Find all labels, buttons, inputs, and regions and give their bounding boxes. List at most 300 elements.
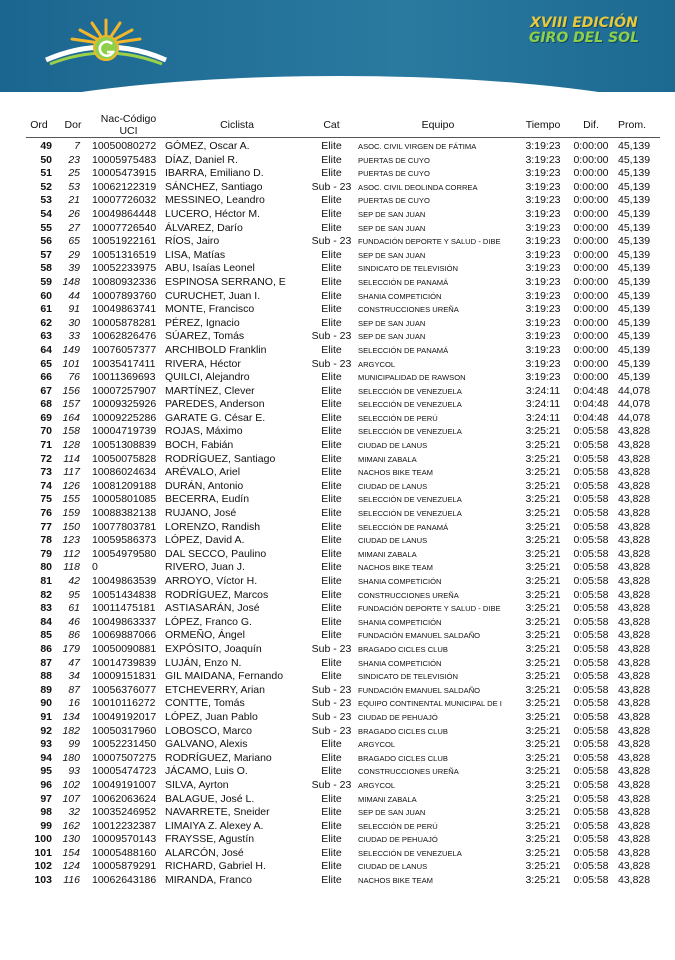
cell-uci: 10004719739 (92, 425, 157, 438)
cell-ord: 76 (40, 507, 52, 520)
cell-dif: 0:00:00 (573, 371, 609, 384)
table-row (26, 643, 660, 657)
cell-prom: 45,139 (618, 262, 651, 275)
cell-prom: 43,828 (618, 466, 651, 479)
cell-cat: Elite (321, 602, 342, 615)
cell-prom: 45,139 (618, 343, 651, 356)
cell-ord: 97 (40, 792, 52, 805)
cell-dor: 123 (62, 534, 80, 547)
cell-ciclista: SILVA, Ayrton (165, 778, 229, 791)
cell-dif: 0:05:58 (573, 874, 609, 887)
cell-dor: 91 (68, 303, 80, 316)
cell-cat: Elite (321, 806, 342, 819)
cell-ciclista: LÓPEZ, Juan Pablo (165, 710, 258, 723)
cell-uci: 10011369693 (92, 371, 156, 384)
cell-cat: Elite (321, 520, 342, 533)
cell-prom: 45,139 (618, 221, 651, 234)
cell-tiempo: 3:25:21 (525, 615, 561, 628)
table-row (26, 602, 660, 616)
table-row (26, 262, 660, 276)
cell-equipo: SELECCIÓN DE VENEZUELA (358, 509, 462, 519)
cell-dif: 0:00:00 (573, 194, 609, 207)
table-row (26, 412, 660, 426)
cell-prom: 45,139 (618, 207, 651, 220)
giro-del-sol-logo-icon (36, 14, 176, 74)
cell-uci: 10049863337 (92, 615, 157, 628)
cell-equipo: BRAGADO CICLES CLUB (358, 753, 448, 763)
cell-equipo: CIUDAD DE LANUS (358, 536, 428, 546)
cell-equipo: CIUDAD DE PEHUAJÓ (358, 712, 438, 722)
cell-cat: Elite (321, 221, 342, 234)
cell-ord: 89 (40, 683, 52, 696)
cell-ciclista: NAVARRETE, Sneider (165, 806, 270, 819)
cell-prom: 43,828 (618, 738, 651, 751)
cell-equipo: ARGYCOL (358, 359, 396, 369)
cell-dor: 164 (62, 411, 80, 424)
cell-dif: 0:05:58 (573, 602, 609, 615)
cell-prom: 45,139 (618, 248, 651, 261)
cell-cat: Elite (321, 343, 342, 356)
cell-uci: 10005488160 (92, 846, 157, 859)
cell-dor: 16 (68, 697, 80, 710)
cell-ord: 68 (40, 398, 52, 411)
cell-dor: 149 (62, 343, 80, 356)
cell-tiempo: 3:24:11 (525, 398, 561, 411)
cell-ciclista: ORMEÑO, Ángel (165, 629, 245, 642)
table-body (26, 138, 660, 888)
cell-uci: 10009225286 (92, 411, 157, 424)
cell-uci: 10009325926 (92, 398, 157, 411)
cell-ord: 58 (40, 262, 52, 275)
cell-prom: 43,828 (618, 792, 651, 805)
cell-cat: Elite (321, 860, 342, 873)
table-row (26, 589, 660, 603)
cell-ord: 86 (40, 642, 52, 655)
cell-cat: Elite (321, 670, 342, 683)
cell-prom: 43,828 (618, 833, 651, 846)
cell-ciclista: GÓMEZ, Oscar A. (165, 140, 250, 152)
cell-ciclista: ARÉVALO, Ariel (165, 466, 241, 479)
cell-cat: Sub - 23 (311, 357, 352, 370)
cell-tiempo: 3:25:21 (525, 507, 561, 520)
cell-equipo: CIUDAD DE PEHUAJÓ (358, 835, 438, 845)
cell-uci: 10062122319 (92, 180, 157, 193)
cell-dor: 65 (68, 235, 80, 248)
cell-cat: Elite (321, 262, 342, 275)
cell-tiempo: 3:25:21 (525, 629, 561, 642)
table-row (26, 765, 660, 779)
cell-tiempo: 3:25:21 (525, 874, 561, 887)
cell-dif: 0:04:48 (573, 384, 609, 397)
table-row (26, 398, 660, 412)
cell-uci: 10007726540 (92, 221, 157, 234)
cell-ciclista: RODRÍGUEZ, Santiago (165, 452, 276, 465)
cell-equipo: CONSTRUCCIONES UREÑA (358, 590, 459, 600)
cell-uci: 10049863741 (92, 303, 157, 316)
cell-ciclista: GARATE G. César E. (165, 411, 266, 424)
cell-cat: Elite (321, 411, 342, 424)
cell-prom: 45,139 (618, 140, 651, 152)
cell-uci: 10009570143 (92, 833, 157, 846)
cell-dif: 0:05:58 (573, 656, 609, 669)
cell-prom: 43,828 (618, 860, 651, 873)
cell-dif: 0:05:58 (573, 710, 609, 723)
cell-ciclista: LUJÁN, Enzo N. (165, 656, 242, 669)
cell-equipo: ASOC. CIVIL VIRGEN DE FÁTIMA (358, 142, 477, 151)
cell-cat: Elite (321, 167, 342, 180)
cell-equipo: FUNDACIÓN EMANUEL SALDAÑO (358, 685, 481, 695)
cell-prom: 43,828 (618, 697, 651, 710)
cell-ciclista: CURUCHET, Juan I. (165, 289, 261, 302)
cell-dif: 0:00:00 (573, 330, 609, 343)
cell-prom: 45,139 (618, 180, 651, 193)
cell-ord: 54 (40, 207, 52, 220)
cell-dif: 0:05:58 (573, 642, 609, 655)
cell-tiempo: 3:25:21 (525, 588, 561, 601)
cell-ord: 59 (40, 275, 52, 288)
cell-cat: Elite (321, 153, 342, 166)
table-row (26, 358, 660, 372)
cell-equipo: CONSTRUCCIONES UREÑA (358, 305, 459, 315)
cell-cat: Elite (321, 846, 342, 859)
cell-tiempo: 3:25:21 (525, 846, 561, 859)
cell-prom: 43,828 (618, 575, 651, 587)
cell-ord: 49 (40, 140, 52, 152)
cell-ord: 71 (40, 439, 52, 452)
cell-tiempo: 3:25:21 (525, 534, 561, 547)
table-row (26, 752, 660, 766)
cell-tiempo: 3:25:21 (525, 466, 561, 479)
cell-cat: Elite (321, 765, 342, 778)
table-row (26, 222, 660, 236)
cell-dif: 0:04:48 (573, 398, 609, 411)
cell-cat: Elite (321, 493, 342, 506)
table-row (26, 793, 660, 807)
cell-dif: 0:00:00 (573, 153, 609, 166)
table-row (26, 847, 660, 861)
cell-ord: 66 (40, 371, 52, 384)
table-row (26, 181, 660, 195)
table-row (26, 860, 660, 874)
cell-ciclista: QUILCI, Alejandro (165, 371, 250, 384)
cell-dif: 0:05:58 (573, 846, 609, 859)
cell-tiempo: 3:19:23 (525, 262, 561, 275)
cell-ord: 50 (40, 153, 52, 166)
cell-ciclista: LORENZO, Randish (165, 520, 261, 533)
cell-tiempo: 3:19:23 (525, 275, 561, 288)
cell-tiempo: 3:25:21 (525, 683, 561, 696)
cell-uci: 10050075828 (92, 452, 157, 465)
cell-uci: 10080932336 (92, 275, 157, 288)
cell-ord: 62 (40, 316, 52, 329)
cell-tiempo: 3:25:21 (525, 425, 561, 438)
cell-dif: 0:05:58 (573, 493, 609, 506)
cell-ord: 65 (40, 357, 52, 370)
cell-ciclista: SÁNCHEZ, Santiago (165, 180, 263, 193)
cell-uci: 10062826476 (92, 330, 157, 343)
cell-dor: 112 (63, 547, 80, 560)
cell-uci: 10007257907 (92, 384, 157, 397)
cell-ord: 96 (40, 778, 52, 791)
edition-line-1: XVIII EDICIÓN (530, 15, 638, 31)
cell-ciclista: LÓPEZ, Franco G. (165, 615, 252, 628)
cell-dor: 128 (62, 439, 80, 452)
cell-uci: 10054979580 (92, 547, 157, 560)
cell-dif: 0:05:58 (573, 520, 609, 533)
cell-tiempo: 3:19:23 (525, 167, 561, 180)
cell-uci: 10076057377 (92, 343, 157, 356)
cell-dor: 30 (68, 316, 80, 329)
table-row (26, 425, 660, 439)
table-header-row (26, 113, 660, 138)
cell-dif: 0:00:00 (573, 248, 609, 261)
cell-dor: 101 (62, 357, 80, 370)
cell-dor: 130 (62, 833, 80, 846)
cell-ord: 64 (40, 343, 52, 356)
cell-uci: 10009151831 (92, 670, 157, 683)
cell-equipo: MUNICIPALIDAD DE RAWSON (358, 373, 466, 383)
cell-ciclista: ALARCÓN, José (165, 846, 244, 859)
cell-dor: 148 (62, 275, 80, 288)
cell-cat: Elite (321, 629, 342, 642)
cell-ciclista: RODRÍGUEZ, Mariano (165, 751, 272, 764)
cell-dif: 0:05:58 (573, 466, 609, 479)
cell-prom: 44,078 (618, 398, 651, 411)
cell-equipo: PUERTAS DE CUYO (358, 196, 430, 206)
cell-tiempo: 3:19:23 (525, 235, 561, 248)
cell-dor: 102 (62, 778, 80, 791)
cell-uci: 10010116272 (92, 697, 156, 710)
cell-prom: 43,828 (618, 507, 651, 520)
cell-tiempo: 3:25:21 (525, 479, 561, 492)
table-row (26, 154, 660, 168)
cell-dif: 0:05:58 (573, 588, 609, 601)
cell-tiempo: 3:25:21 (525, 520, 561, 533)
cell-tiempo: 3:19:23 (525, 194, 561, 207)
cell-uci: 10005879291 (92, 860, 157, 873)
cell-equipo: MIMANI ZABALA (358, 794, 417, 804)
cell-ord: 69 (40, 411, 52, 424)
cell-dif: 0:04:48 (573, 411, 609, 424)
cell-dor: 93 (68, 765, 80, 778)
cell-prom: 45,139 (618, 357, 651, 370)
cell-equipo: NACHOS BIKE TEAM (358, 468, 433, 478)
cell-dor: 116 (63, 874, 80, 887)
cell-dor: 126 (62, 479, 80, 492)
cell-dif: 0:05:58 (573, 819, 609, 832)
cell-equipo: NACHOS BIKE TEAM (358, 563, 433, 573)
cell-equipo: SHANIA COMPETICIÓN (358, 617, 442, 627)
cell-prom: 43,828 (618, 534, 651, 547)
cell-cat: Elite (321, 833, 342, 846)
table-row (26, 344, 660, 358)
cell-ord: 95 (40, 765, 52, 778)
cell-prom: 43,828 (618, 629, 651, 642)
cell-cat: Elite (321, 316, 342, 329)
cell-dor: 158 (62, 425, 80, 438)
cell-ciclista: PAREDES, Anderson (165, 398, 265, 411)
cell-dor: 47 (68, 656, 80, 669)
cell-dif: 0:00:00 (573, 289, 609, 302)
cell-dor: 23 (68, 153, 80, 166)
cell-ciclista: ESPINOSA SERRANO, E (165, 275, 286, 288)
cell-dif: 0:05:58 (573, 629, 609, 642)
cell-cat: Sub - 23 (311, 683, 352, 696)
cell-prom: 43,828 (618, 520, 651, 533)
cell-dif: 0:00:00 (573, 221, 609, 234)
cell-equipo: SEP DE SAN JUAN (358, 332, 426, 342)
cell-ciclista: MESSINEO, Leandro (165, 194, 265, 207)
cell-uci: 10056376077 (92, 683, 157, 696)
cell-prom: 45,139 (618, 167, 651, 180)
cell-uci: 10050090881 (92, 642, 157, 655)
cell-dor: 34 (68, 670, 80, 683)
cell-ciclista: RÍOS, Jairo (165, 235, 220, 248)
cell-prom: 43,828 (618, 602, 651, 615)
cell-cat: Elite (321, 751, 342, 764)
cell-ord: 56 (40, 235, 52, 248)
cell-cat: Elite (321, 207, 342, 220)
cell-equipo: SINDICATO DE TELEVISIÓN (358, 672, 459, 682)
cell-prom: 43,828 (618, 479, 651, 492)
cell-prom: 43,828 (618, 656, 651, 669)
cell-ord: 70 (40, 425, 52, 438)
cell-dor: 117 (63, 466, 80, 479)
cell-ciclista: FRAYSSE, Agustín (165, 833, 255, 846)
cell-dor: 157 (62, 398, 80, 411)
col-prom: Prom. (614, 113, 660, 138)
col-dor: Dor (54, 113, 92, 138)
cell-dif: 0:00:00 (573, 207, 609, 220)
cell-uci: 10007726032 (92, 194, 157, 207)
cell-equipo: BRAGADO CICLES CLUB (358, 644, 448, 654)
cell-dif: 0:00:00 (573, 140, 609, 152)
cell-tiempo: 3:19:23 (525, 343, 561, 356)
cell-ciclista: JÁCAMO, Luis O. (165, 765, 248, 778)
cell-dif: 0:00:00 (573, 343, 609, 356)
cell-tiempo: 3:25:21 (525, 493, 561, 506)
cell-equipo: CONSTRUCCIONES UREÑA (358, 767, 459, 777)
cell-ord: 74 (40, 479, 52, 492)
cell-dor: 179 (62, 642, 80, 655)
table-row (26, 670, 660, 684)
cell-dif: 0:00:00 (573, 275, 609, 288)
col-ciclista: Ciclista (165, 113, 309, 138)
table-row (26, 493, 660, 507)
cell-dif: 0:05:58 (573, 778, 609, 791)
cell-prom: 43,828 (618, 778, 651, 791)
cell-dor: 156 (62, 384, 80, 397)
cell-dif: 0:05:58 (573, 738, 609, 751)
cell-tiempo: 3:25:21 (525, 575, 561, 587)
cell-prom: 43,828 (618, 846, 651, 859)
cell-ord: 57 (40, 248, 52, 261)
cell-prom: 45,139 (618, 235, 651, 248)
cell-cat: Elite (321, 507, 342, 520)
cell-cat: Elite (321, 371, 342, 384)
cell-equipo: SELECCIÓN DE VENEZUELA (358, 427, 462, 437)
cell-dor: 155 (62, 493, 80, 506)
cell-tiempo: 3:24:11 (525, 384, 561, 397)
cell-dor: 21 (68, 194, 80, 207)
cell-equipo: SELECCIÓN DE PANAMÁ (358, 345, 449, 355)
cell-ord: 85 (40, 629, 52, 642)
table-row (26, 711, 660, 725)
table-row (26, 561, 660, 575)
cell-uci: 10005801085 (92, 493, 157, 506)
cell-dif: 0:05:58 (573, 683, 609, 696)
cell-ord: 84 (40, 615, 52, 628)
cell-cat: Sub - 23 (311, 724, 352, 737)
cell-ciclista: SÚAREZ, Tomás (165, 330, 245, 343)
cell-cat: Elite (321, 303, 342, 316)
table-row (26, 725, 660, 739)
edition-title (529, 16, 639, 46)
cell-uci: 10035417411 (92, 357, 156, 370)
cell-uci: 10052233975 (92, 262, 157, 275)
cell-prom: 45,139 (618, 303, 651, 316)
cell-tiempo: 3:19:23 (525, 221, 561, 234)
cell-prom: 44,078 (618, 411, 651, 424)
cell-uci: 10049863539 (92, 575, 157, 587)
cell-dif: 0:05:58 (573, 860, 609, 873)
cell-dor: 53 (68, 180, 80, 193)
cell-cat: Elite (321, 289, 342, 302)
cell-tiempo: 3:25:21 (525, 656, 561, 669)
cell-equipo: SHANIA COMPETICIÓN (358, 577, 442, 586)
cell-ciclista: ROJAS, Máximo (165, 425, 243, 438)
cell-dif: 0:05:58 (573, 561, 609, 574)
cell-dor: 76 (68, 371, 80, 384)
cell-dor: 99 (68, 738, 80, 751)
cell-prom: 43,828 (618, 452, 651, 465)
cell-tiempo: 3:25:21 (525, 547, 561, 560)
cell-equipo: SELECCIÓN DE VENEZUELA (358, 495, 462, 505)
cell-tiempo: 3:25:21 (525, 452, 561, 465)
cell-dor: 42 (68, 575, 80, 587)
cell-tiempo: 3:25:21 (525, 724, 561, 737)
cell-uci: 10011475181 (92, 602, 156, 615)
cell-cat: Elite (321, 738, 342, 751)
cell-ciclista: IBARRA, Emiliano D. (165, 167, 264, 180)
cell-cat: Elite (321, 588, 342, 601)
cell-prom: 43,828 (618, 561, 651, 574)
cell-cat: Elite (321, 479, 342, 492)
cell-ciclista: ASTIASARÁN, José (165, 602, 260, 615)
cell-dif: 0:05:58 (573, 575, 609, 587)
cell-uci: 10049864448 (92, 207, 157, 220)
cell-ord: 93 (40, 738, 52, 751)
cell-tiempo: 3:25:21 (525, 710, 561, 723)
cell-ord: 55 (40, 221, 52, 234)
cell-uci: 10035246952 (92, 806, 157, 819)
cell-prom: 43,828 (618, 615, 651, 628)
cell-cat: Elite (321, 248, 342, 261)
cell-tiempo: 3:25:21 (525, 765, 561, 778)
cell-dor: 154 (62, 846, 80, 859)
cell-uci: 10077803781 (92, 520, 157, 533)
table-row (26, 480, 660, 494)
cell-ord: 88 (40, 670, 52, 683)
cell-tiempo: 3:19:23 (525, 248, 561, 261)
cell-ciclista: PÉREZ, Ignacio (165, 316, 240, 329)
cell-dif: 0:05:58 (573, 425, 609, 438)
cell-tiempo: 3:25:21 (525, 819, 561, 832)
cell-uci: 10062063624 (92, 792, 157, 805)
cell-equipo: SEP DE SAN JUAN (358, 808, 426, 818)
cell-tiempo: 3:19:23 (525, 153, 561, 166)
cell-equipo: ARGYCOL (358, 740, 396, 750)
